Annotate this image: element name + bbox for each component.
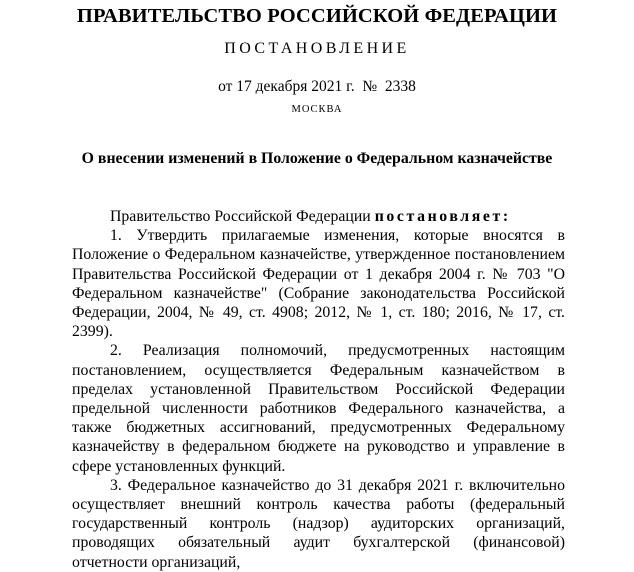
preamble — [72, 207, 565, 226]
paragraph-1: 1. Утвердить прилагаемые изменения, которые вносятся в Положение о Федеральном казначействе, утвержденное постановлением Правительства Российской Федерации от 1 декабря 2004 г. № 703 "О Федеральном казначействе" (Собрание законодательства Российской Федерации, 2004, № 49, ст. 4908; 2012, № 1, ст. 180; 2016, № 17, ст. 2399). — [72, 227, 565, 341]
paragraph-3: 3. Федеральное казначейство до 31 декабря 2021 г. включительно осуществляет внешний контроль качества работы (федеральный государственный контроль (надзор) аудиторских организаций, проводящих обязательный аудит бухгалтерской (финансовой) отчетности организаций, — [72, 476, 565, 571]
government-heading: ПРАВИТЕЛЬСТВО РОССИЙСКОЙ ФЕДЕРАЦИИ — [76, 5, 558, 27]
date-number-line: от 17 декабря 2021 г. № 2338 — [218, 78, 416, 95]
document-type: ПОСТАНОВЛЕНИЕ — [224, 40, 410, 57]
preamble-keyword: постановляет: — [374, 208, 511, 225]
paragraph-2: 2. Реализация полномочий, предусмотренных настоящим постановлением, осуществляется Федеральным казначейством в пределах установленной Правительством Российской Федерации предельной численности работников Федерального казначейства, а также бюджетных ассигнований, предусмотренных Федеральному казначейству в федеральном бюджете на руководство и управление в сфере установленных функций. — [72, 342, 565, 475]
city: МОСКВА — [291, 104, 343, 115]
document-body — [72, 207, 565, 572]
document-title: О внесении изменений в Положение о Федеральном казначействе — [81, 150, 553, 167]
preamble-text: Правительство Российской Федерации — [110, 208, 375, 225]
